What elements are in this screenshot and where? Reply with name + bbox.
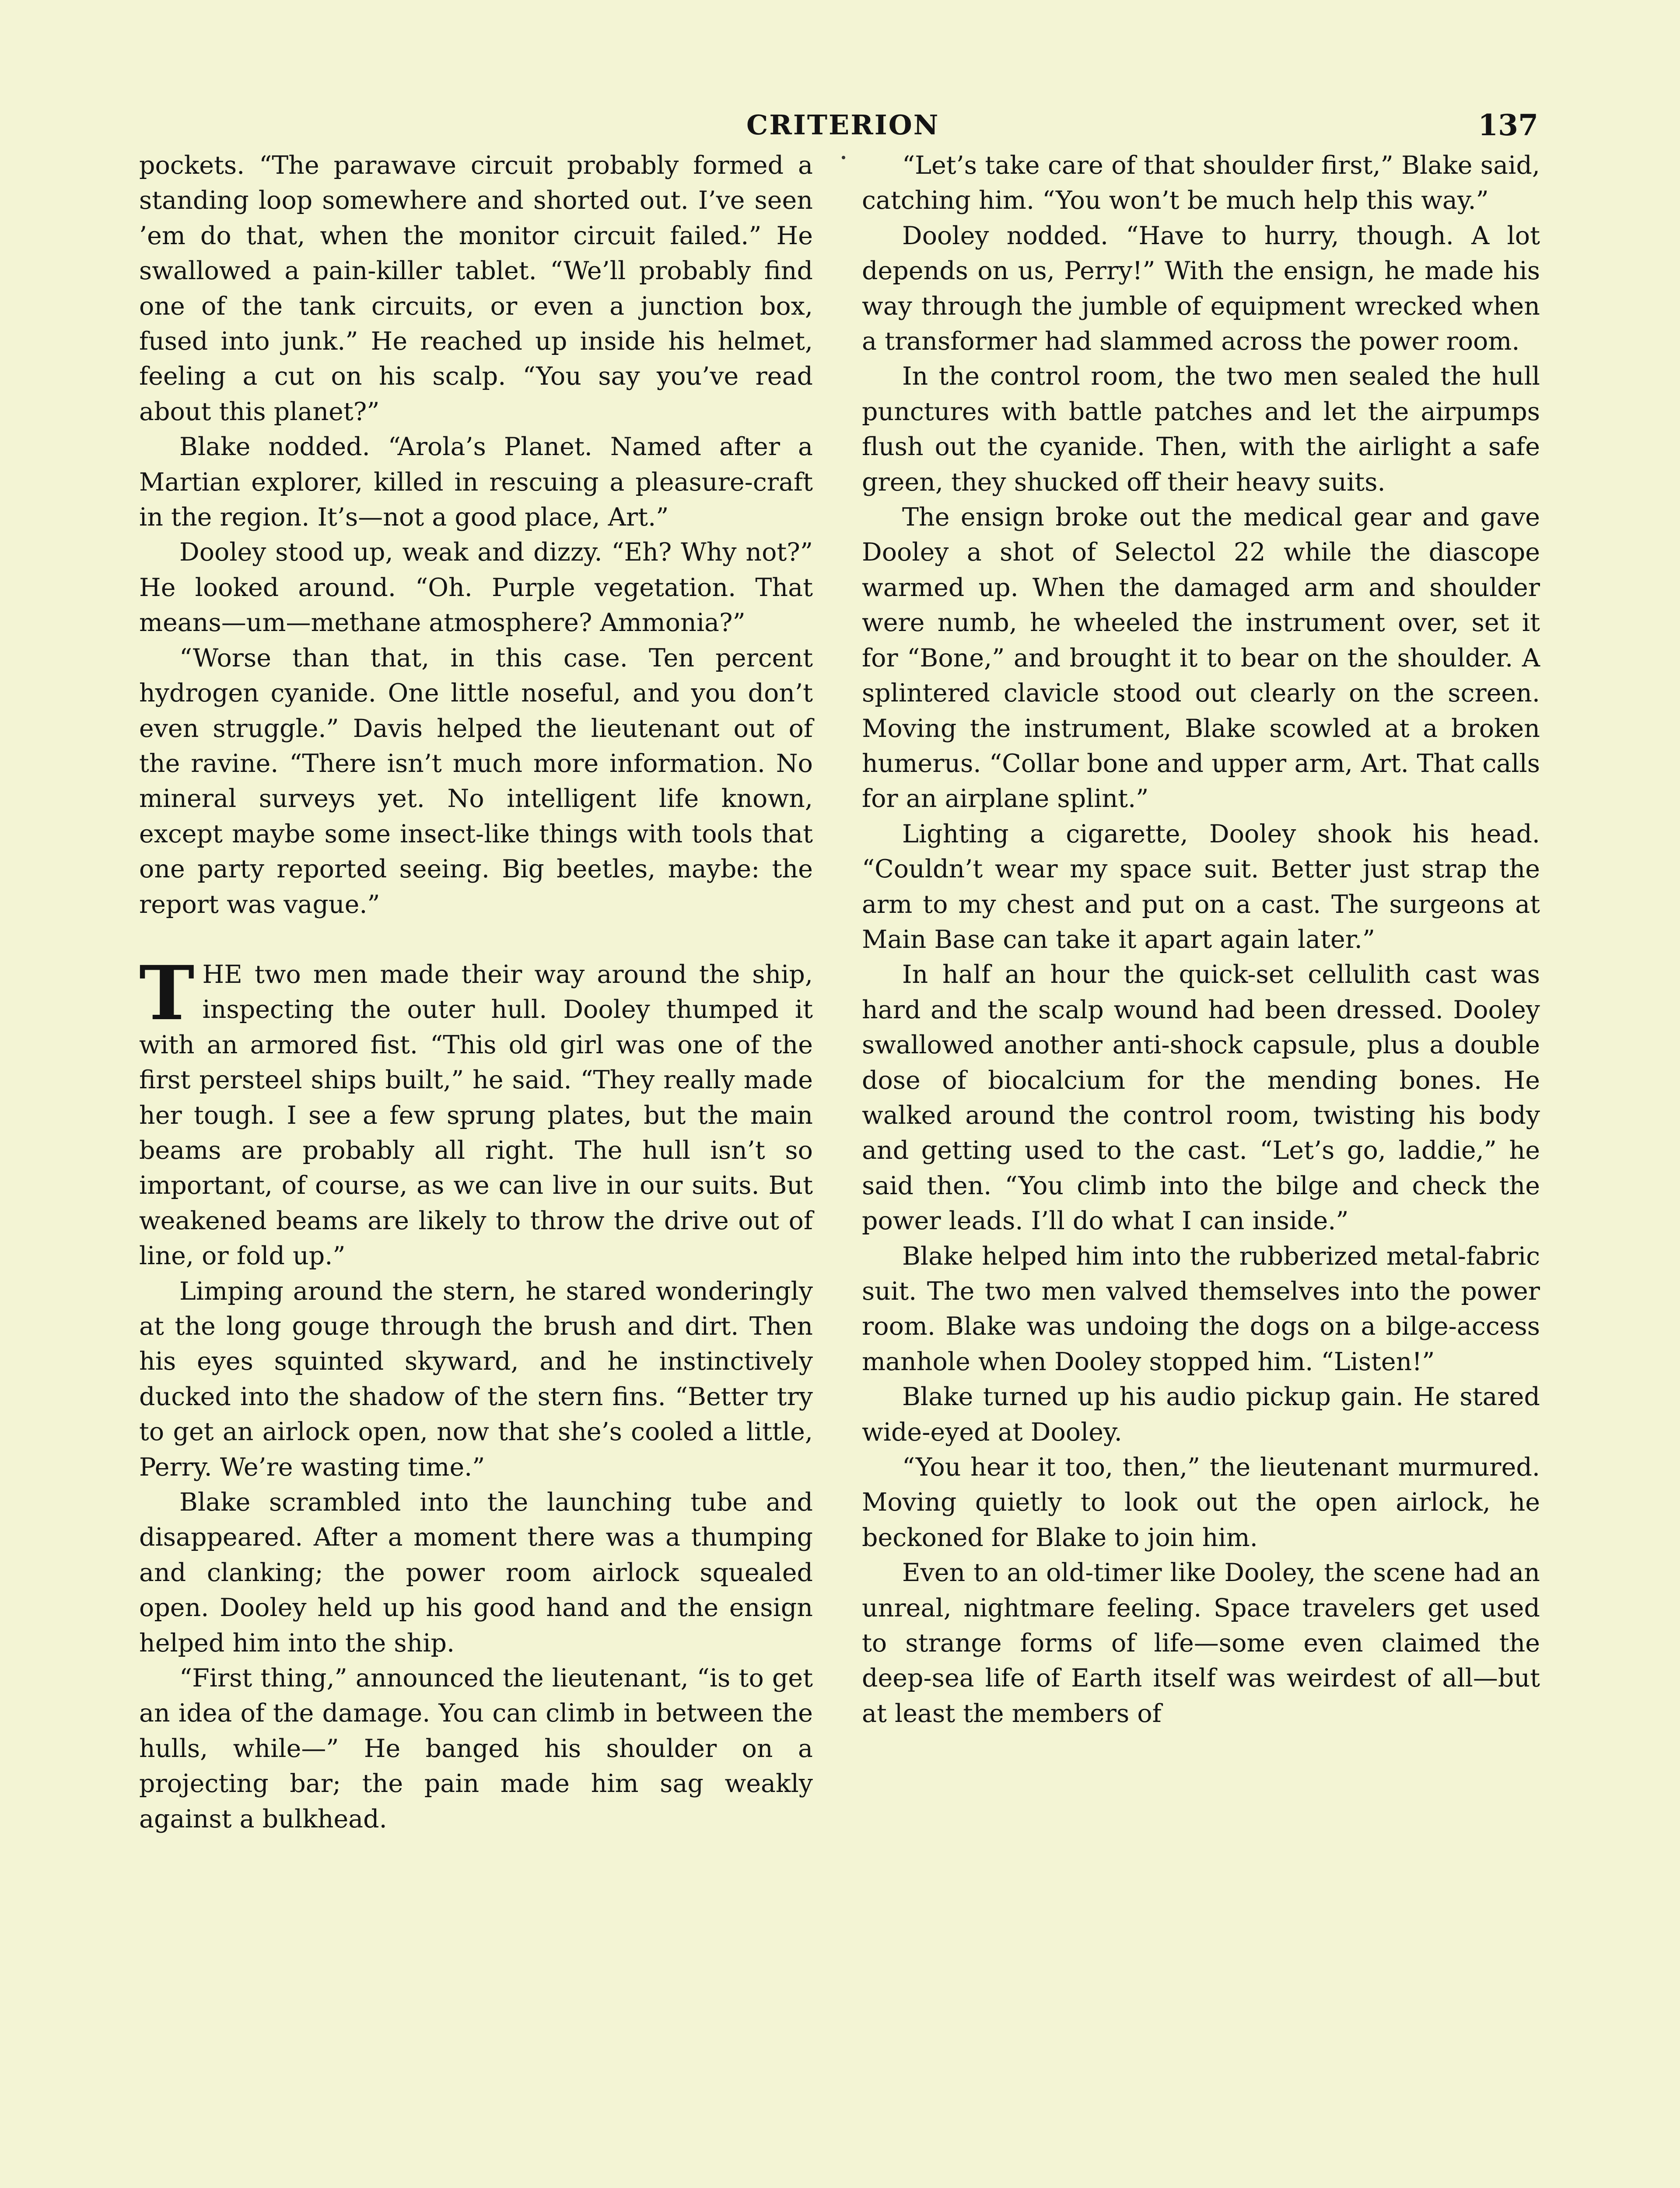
- paragraph: Dooley nodded. “Have to hurry, though. A lot depends on us, Perry!” With the ensign, he made his way through the jumble of equipment wrecked when a transformer had slammed across the power room.: [862, 221, 1540, 356]
- paragraph: Dooley stood up, weak and dizzy. “Eh? Why not?” He looked around. “Oh. Purple vegetation. That means—um—methane atmosphere? Ammonia?”: [139, 538, 813, 638]
- paragraph: Blake scrambled into the launching tube and disappeared. After a moment there was a thumping and clanking; the power room airlock squealed open. Dooley held up his good hand and the ensign helped him into the ship.: [139, 1488, 813, 1658]
- paragraph: “Let’s take care of that shoulder first,” Blake said, catching him. “You won’t be much help this way.”: [862, 151, 1540, 215]
- section-opening-text: HE two men made their way around the ship, inspecting the outer hull. Dooley thumped it with an armored fist. “This old girl was one of the first persteel ships built,” he said. “They really made her tough. I see a few sprung plates, but the main beams are probably all right. The hull isn’t so important, of course, as we can live in our suits. But weakened beams are likely to throw the drive out of line, or fold up.”: [139, 960, 813, 1271]
- running-head: CRITERION: [746, 109, 940, 141]
- paragraph: In the control room, the two men sealed the hull punctures with battle patches and let the airpumps flush out the cyanide. Then, with the airlight a safe green, they shucked off their heavy suits.: [862, 362, 1540, 497]
- paragraph: The ensign broke out the medical gear and gave Dooley a shot of Selectol 22 while the diascope warmed up. When the damaged arm and shoulder were numb, he wheeled the instrument over, set it for “Bone,” and brought it to bear on the shoulder. A splintered clavicle stood out clearly on the screen. Moving the instrument, Blake scowled at a broken humerus. “Collar bone and upper arm, Art. That calls for an airplane splint.”: [862, 503, 1540, 813]
- right-column: [862, 148, 1540, 1731]
- page-header: [138, 108, 1538, 147]
- drop-cap: T: [139, 949, 195, 1037]
- paragraph: Lighting a cigarette, Dooley shook his head. “Couldn’t wear my space suit. Better just strap the arm to my chest and put on a cast. The surgeons at Main Base can take it apart again later.”: [862, 819, 1540, 954]
- paragraph: Blake turned up his audio pickup gain. He stared wide-eyed at Dooley.: [862, 1382, 1540, 1447]
- column-divider-mark: [842, 156, 845, 159]
- paragraph: pockets. “The parawave circuit probably formed a standing loop somewhere and shorted out. I’ve seen ’em do that, when the monitor circuit failed.” He swallowed a pain-killer tablet. “We’ll probably find one of the tank circuits, or even a junction box, fused into junk.” He reached up inside his helmet, feeling a cut on his scalp. “You say you’ve read about this planet?”: [139, 151, 813, 426]
- section-opening-paragraph: [139, 949, 813, 1274]
- left-column: [139, 148, 813, 1837]
- page-number: 137: [1478, 108, 1538, 142]
- paragraph: “Worse than that, in this case. Ten percent hydrogen cyanide. One little noseful, and you don’t even struggle.” Davis helped the lieutenant out of the ravine. “There isn’t much more information. No mineral surveys yet. No intelligent life known, except maybe some insect-like things with tools that one party reported seeing. Big beetles, maybe: the report was vague.”: [139, 643, 813, 919]
- paragraph: In half an hour the quick-set cellulith cast was hard and the scalp wound had been dressed. Dooley swallowed another anti-shock capsule, plus a double dose of biocalcium for the mending bones. He walked around the control room, twisting his body and getting used to the cast. “Let’s go, laddie,” he said then. “You climb into the bilge and check the power leads. I’ll do what I can inside.”: [862, 960, 1540, 1236]
- paragraph: “You hear it too, then,” the lieutenant murmured. Moving quietly to look out the open airlock, he beckoned for Blake to join him.: [862, 1453, 1540, 1552]
- paragraph: Even to an old-timer like Dooley, the scene had an unreal, nightmare feeling. Space travelers get used to strange forms of life—some even claimed the deep-sea life of Earth itself was weirdest of all—but at least the members of: [862, 1558, 1540, 1728]
- paragraph: Blake nodded. “Arola’s Planet. Named after a Martian explorer, killed in rescuing a pleasure-craft in the region. It’s—not a good place, Art.”: [139, 432, 813, 532]
- paragraph: “First thing,” announced the lieutenant, “is to get an idea of the damage. You can climb in between the hulls, while—” He banged his shoulder on a projecting bar; the pain made him sag weakly against a bulkhead.: [139, 1664, 813, 1834]
- paragraph: Limping around the stern, he stared wonderingly at the long gouge through the brush and dirt. Then his eyes squinted skyward, and he instinctively ducked into the shadow of the stern fins. “Better try to get an airlock open, now that she’s cooled a little, Perry. We’re wasting time.”: [139, 1276, 813, 1482]
- paragraph: Blake helped him into the rubberized metal-fabric suit. The two men valved themselves into the power room. Blake was undoing the dogs on a bilge-access manhole when Dooley stopped him. “Listen!”: [862, 1241, 1540, 1376]
